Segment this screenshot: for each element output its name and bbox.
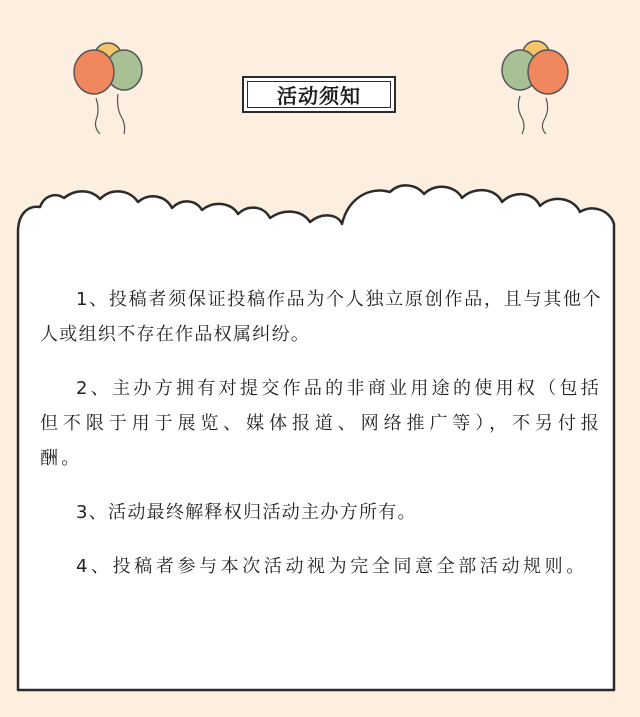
notice-item: 3、活动最终解释权归活动主办方所有。 [76, 502, 417, 523]
title-box [242, 76, 396, 113]
notice-content [40, 282, 602, 603]
balloons-icon [68, 38, 152, 134]
notice-item: 2、主办方拥有对提交作品的非商业用途的使用权（包括但不限于用于展览、媒体报道、网络推广等），不另付报酬。 [40, 378, 602, 469]
page-title: 活动须知 [277, 84, 361, 108]
notice-item: 1、投稿者须保证投稿作品为个人独立原创作品，且与其他个人或组织不存在作品权属纠纷。 [40, 289, 602, 345]
notice-item: 4、投稿者参与本次活动视为完全同意全部活动规则。 [76, 556, 588, 577]
balloons-icon [492, 38, 576, 134]
